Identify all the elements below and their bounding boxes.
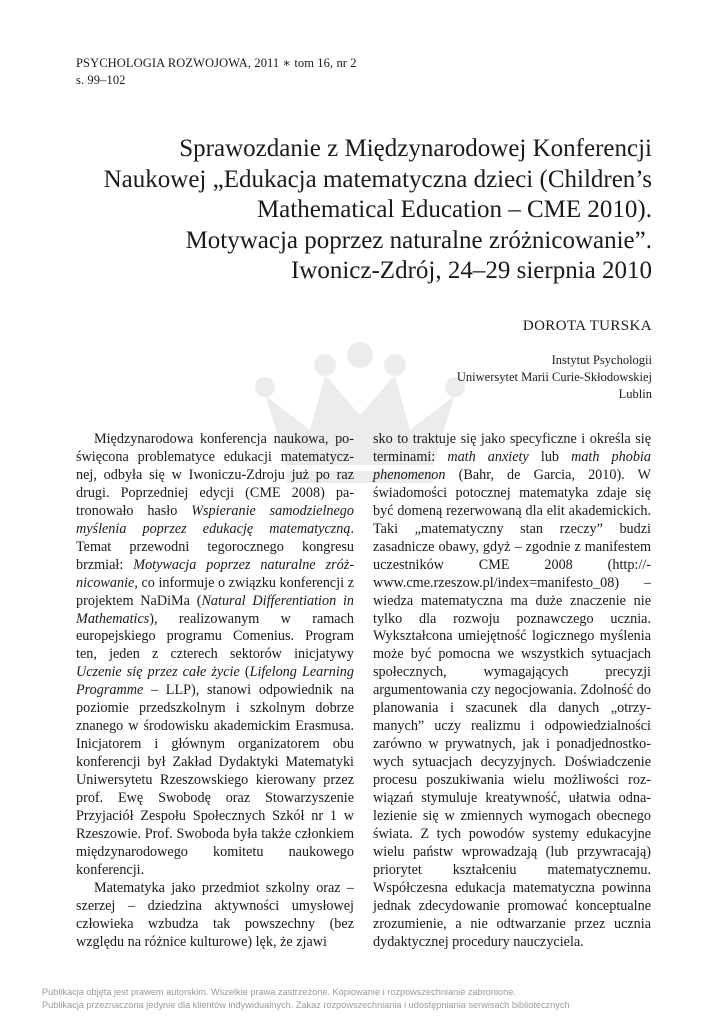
italic-text-run: math phobia phenomenon	[373, 448, 651, 483]
journal-line: PSYCHOLOGIA ROZWOJOWA, 2011 ∗ tom 16, nr 2	[76, 56, 357, 70]
right-column	[373, 431, 651, 952]
article-title	[92, 134, 652, 287]
title-line: Motywacja poprzez naturalne zróżnicowanie”.	[185, 226, 652, 254]
footer-line: Publikacja przeznaczona jedynie dla klientów indywidualnych. Zakaz rozpowszechniania i udostępniania serwisach bibliotecznych	[42, 999, 570, 1010]
affiliation-line: Instytut Psychologii	[551, 353, 652, 367]
italic-text-run: math anxiety	[447, 448, 529, 465]
text-run: Międzynarodowa konferencja naukowa, poświęcona problematyce edukacji matematycznej, odbyła się w Iwoniczu-Zdroju już po raz drugi. Poprzedniej edycji (CME 2008) patronowało hasło	[76, 431, 354, 519]
left-column	[76, 431, 354, 952]
italic-text-run: Lifelong Learning Programme	[76, 664, 354, 699]
copyright-footer	[42, 986, 570, 1011]
text-run: , co informuje o związku konferencji z projektem NaDiMa (	[76, 574, 354, 609]
footer-line: Publikacja objęta jest prawem autorskim. Wszelkie prawa zastrzeżone. Kopiowanie i rozpowszechnianie zabronione.	[42, 987, 516, 997]
page-range: s. 99–102	[76, 73, 126, 87]
text-run: lub	[528, 448, 572, 465]
text-run: ), realizowanym w ramach europejskiego programu Comenius. Program ten, jeden z czterech sektorów inicjatywy	[76, 610, 354, 663]
text-run: (Bahr, de Garcia, 2010). W świadomości potocznej matematyka zdaje się być domeną rezerwowaną dla elit akademickich. Taki „matematyczny stan rzeczy” budzi zasadnicze obawy, gdyż – zgodnie z manifestem uczestników CME 2008 (http://www.cme.rzeszow.pl/index=manifesto_08) – wiedza matematyczna ma duże znaczenie nie tylko dla rozwoju poznawczego ucznia. Wykształcona umiejętność logicznego myślenia może być pomocna we wszystkich sytuacjach społecznych, wymagających precyzji argumentowania czy negocjowania. Zdolność do planowania i szacunek dla danych „otrzymanych” uczy realizmu i odpowiedzialności zarówno w prywatnych, jak i ponadjednostkowych sytuacjach decyzyjnych. Doświadczenie procesu poszukiwania wielu możliwości rozwiązań stymuluje kreatywność, ułatwia odnalezienie się w zmiennych wymogach obecnego świata. Z tych powodów systemy edukacyjne wielu państw wprowadzają (lub przywracają) priorytet kształceniu matematycznemu. Współczesna edukacja matematyczna powinna jednak zdecydowanie promować konceptualne zrozumienie, a nie odtwarzanie przez ucznia dydaktycznej procedury nauczyciela.	[373, 466, 651, 950]
text-run: sko to traktuje się jako specyficzne i określa się terminami:	[373, 431, 651, 465]
text-run: (	[239, 664, 250, 681]
text-run: – LLP), stanowi odpowiednik na poziomie przedszkolnym i szkolnym dobrze znanego w środowisku akademickim Erasmusa. Inicjatorem i głównym organizatorem obu konferencji był Zakład Dydaktyki Matematyki Uniwersytetu Rzeszowskiego kierowany przez prof. Ewę Swobodę oraz Stowarzyszenie Przyjaciół Zespołu Społecznych Szkół nr 1 w Rzeszowie. Prof. Swoboda była także członkiem międzynarodowego komitetu naukowego konferencji.	[76, 682, 354, 878]
title-line: Mathematical Education – CME 2010).	[256, 196, 652, 223]
italic-text-run: Natural Differentiation in Mathematics	[76, 592, 354, 627]
body-paragraph	[76, 880, 354, 952]
italic-text-run: Wspieranie samodzielnego myślenia poprzez edukację matematyczną	[76, 502, 354, 537]
title-line: Naukowej „Edukacja matematyczna dzieci (Children’s	[103, 165, 652, 193]
italic-text-run: Uczenie się przez całe życie	[76, 664, 240, 681]
title-line: Sprawozdanie z Międzynarodowej Konferencji	[179, 135, 652, 162]
author-name: DOROTA TURSKA	[522, 318, 652, 334]
affiliation-line: Lublin	[618, 387, 652, 401]
text-run: Matematyka jako przedmiot szkolny oraz – szerzej – dziedzina aktywności umysłowej człowieka wzbudza tak powszechny (bez względu na różnice kulturowe) lęk, że zjawi	[76, 879, 354, 950]
affiliation-line: Uniwersytet Marii Curie-Skłodowskiej	[456, 370, 652, 384]
text-run: . Temat przewodni tegorocznego kongresu brzmiał:	[76, 520, 354, 573]
author-affiliation	[457, 352, 652, 403]
title-line: Iwonicz-Zdrój, 24–29 sierpnia 2010	[290, 257, 652, 284]
body-paragraph	[373, 431, 651, 952]
journal-header	[76, 55, 357, 89]
body-paragraph	[76, 431, 354, 880]
italic-text-run: Motywacja poprzez naturalne zróżnicowanie	[76, 556, 354, 591]
